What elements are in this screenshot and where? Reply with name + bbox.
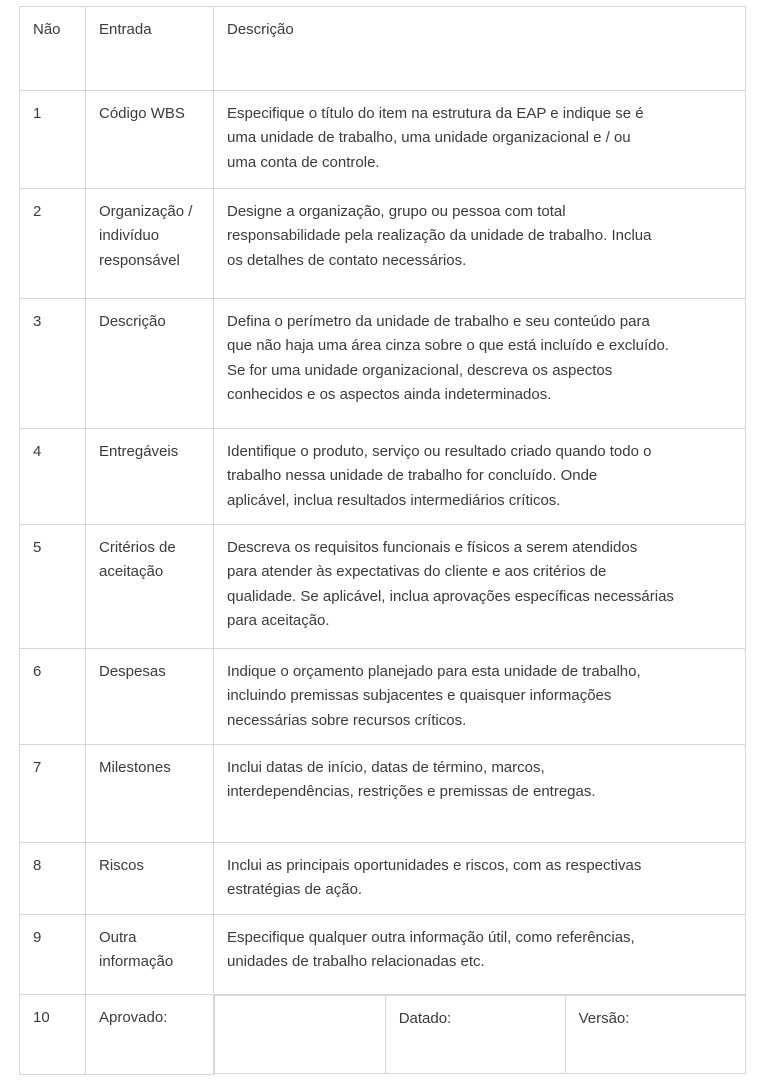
row-number: 7 (20, 745, 86, 843)
table-row (20, 745, 746, 843)
table-row (20, 189, 746, 299)
row-entry (86, 189, 214, 299)
description-line: Se for uma unidade organizacional, descreva os aspectos (227, 361, 613, 379)
description-line: incluindo premissas subjacentes e quaisquer informações (227, 687, 612, 705)
description-line: trabalho nessa unidade de trabalho for concluído. Onde (227, 467, 598, 485)
row-description (214, 915, 746, 995)
row-entry (86, 843, 214, 915)
description-line: unidades de trabalho relacionadas etc. (227, 953, 485, 971)
table-row (20, 915, 746, 995)
header-row (20, 7, 746, 91)
entry-line: Critérios de (99, 539, 176, 556)
row-description (214, 429, 746, 525)
row-description (214, 91, 746, 189)
description-line: conhecidos e os aspectos ainda indeterminados. (227, 385, 552, 403)
column-header-entry: Entrada (86, 7, 214, 91)
description-line: Descreva os requisitos funcionais e físicos a serem atendidos (227, 539, 638, 556)
row-entry (86, 429, 214, 525)
entry-line: informação (99, 953, 174, 971)
description-line: aplicável, inclua resultados intermediários críticos. (227, 491, 561, 509)
table-row (20, 91, 746, 189)
entry-line: responsável (99, 251, 180, 269)
wbs-dictionary-table (19, 6, 746, 1075)
row-description (214, 525, 746, 649)
table-row (20, 299, 746, 429)
approved-label: Aprovado: (86, 995, 214, 1075)
table-row (20, 429, 746, 525)
description-line: Identifique o produto, serviço ou resultado criado quando todo o (227, 443, 652, 460)
description-line: para aceitação. (227, 611, 330, 629)
description-line: que não haja uma área cinza sobre o que está incluído e excluído. (227, 337, 669, 355)
row-description (214, 745, 746, 843)
description-line: Inclui datas de início, datas de término, marcos, (227, 759, 545, 776)
table-header (20, 7, 746, 91)
table-body (20, 91, 746, 1075)
table-row (20, 649, 746, 745)
row-description (214, 843, 746, 915)
approval-fields-container (214, 995, 746, 1075)
row-entry (86, 915, 214, 995)
description-line: uma conta de controle. (227, 153, 380, 171)
description-line: Indique o orçamento planejado para esta unidade de trabalho, (227, 663, 641, 680)
approval-fields-row (215, 996, 746, 1074)
row-entry (86, 525, 214, 649)
row-entry (86, 745, 214, 843)
row-description (214, 649, 746, 745)
row-entry (86, 299, 214, 429)
column-header-no: Não (20, 7, 86, 91)
description-line: interdependências, restrições e premissas de entregas. (227, 783, 596, 801)
column-header-description: Descrição (214, 7, 746, 91)
entry-line: Código WBS (99, 105, 185, 122)
entry-line: Despesas (99, 663, 166, 680)
row-number: 10 (20, 995, 86, 1075)
entry-line: Entregáveis (99, 443, 179, 460)
entry-line: Outra (99, 929, 137, 946)
description-line: estratégias de ação. (227, 881, 363, 899)
row-number: 3 (20, 299, 86, 429)
row-number: 4 (20, 429, 86, 525)
row-number: 6 (20, 649, 86, 745)
entry-line: indivíduo (99, 227, 160, 245)
row-number: 8 (20, 843, 86, 915)
dated-field[interactable] (385, 996, 565, 1074)
version-field[interactable] (565, 996, 745, 1074)
description-line: Especifique qualquer outra informação útil, como referências, (227, 929, 635, 946)
row-number: 5 (20, 525, 86, 649)
description-line: necessárias sobre recursos críticos. (227, 711, 467, 729)
approved-value-field[interactable] (215, 996, 386, 1074)
approval-row (20, 995, 746, 1075)
description-line: responsabilidade pela realização da unidade de trabalho. Inclua (227, 227, 652, 245)
entry-line: Organização / (99, 203, 193, 220)
description-line: uma unidade de trabalho, uma unidade organizacional e / ou (227, 129, 631, 147)
description-line: Especifique o título do item na estrutura da EAP e indique se é (227, 105, 644, 122)
description-line: Defina o perímetro da unidade de trabalho e seu conteúdo para (227, 313, 650, 330)
row-number: 1 (20, 91, 86, 189)
version-label: Versão: (578, 1010, 630, 1027)
table-row (20, 843, 746, 915)
entry-line: Descrição (99, 313, 166, 330)
row-description (214, 299, 746, 429)
entry-line: Riscos (99, 857, 145, 874)
table-row (20, 525, 746, 649)
description-line: Inclui as principais oportunidades e riscos, com as respectivas (227, 857, 642, 874)
entry-line: Milestones (99, 759, 171, 776)
description-line: qualidade. Se aplicável, inclua aprovações específicas necessárias (227, 587, 674, 605)
entry-line: aceitação (99, 563, 164, 581)
dated-label: Datado: (398, 1010, 452, 1027)
row-number: 2 (20, 189, 86, 299)
row-entry (86, 91, 214, 189)
row-description (214, 189, 746, 299)
approval-fields-table (214, 995, 746, 1074)
description-line: Designe a organização, grupo ou pessoa com total (227, 203, 566, 220)
description-line: para atender às expectativas do cliente e aos critérios de (227, 563, 607, 581)
row-entry (86, 649, 214, 745)
description-line: os detalhes de contato necessários. (227, 251, 467, 269)
row-number: 9 (20, 915, 86, 995)
